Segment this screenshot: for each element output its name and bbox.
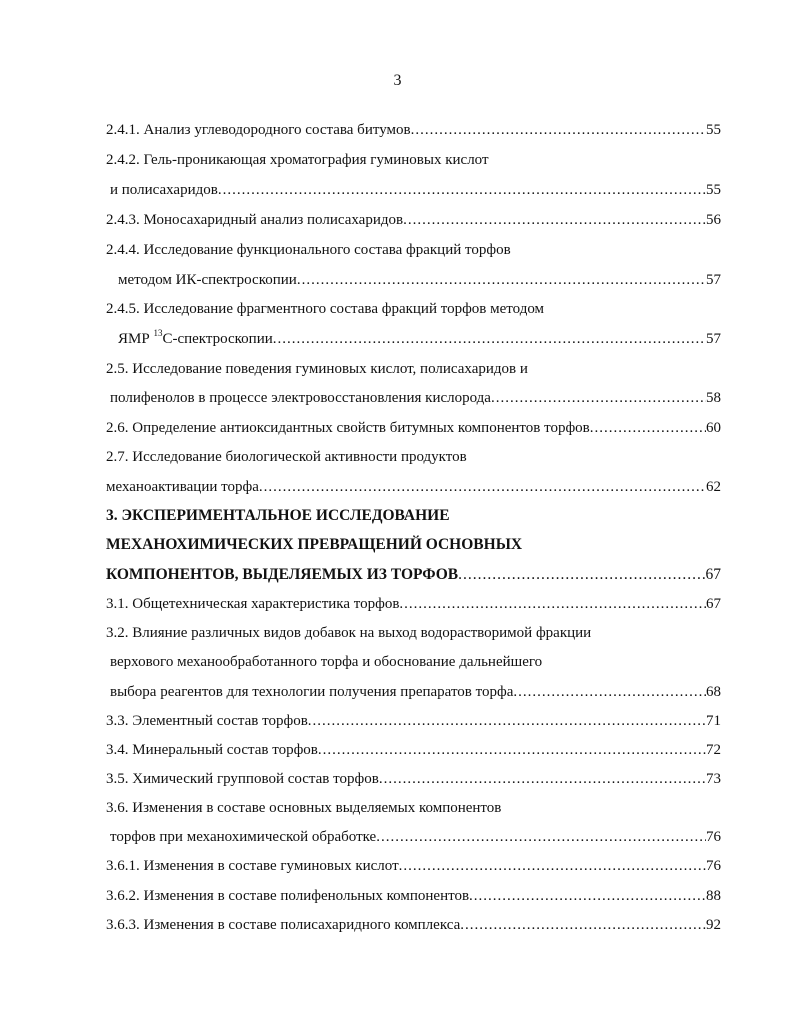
toc-entry-3-6-cont: торфов при механохимической обработке ..... 76 [110,826,721,848]
toc-entry-3-6-3: 3.6.3. Изменения в составе полисахаридного комплекса ..... 92 [106,914,721,936]
toc-entry-2-4-2-title: 2.4.2. Гель-проникающая хроматография гуминовых кислот [106,152,489,168]
toc-entry-2-4-4-cont: методом ИК-спектроскопии ..... 57 [118,269,721,291]
toc-entry-3-4: 3.4. Минеральный состав торфов ..... 72 [106,739,721,761]
toc-entry-3-1: 3.1. Общетехническая характеристика торфов ..... 67 [106,593,721,615]
toc-entry-2-4-1: 2.4.1. Анализ углеводородного состава битумов ..... 55 [106,119,721,141]
toc-chapter-3-line-3: КОМПОНЕНТОВ, ВЫДЕЛЯЕМЫХ ИЗ ТОРФОВ ..... 67 [106,564,721,586]
toc-entry-3-6-title: 3.6. Изменения в составе основных выделяемых компонентов [106,800,502,816]
toc-entry-2-4-5-cont: ЯМР $^{13}$С-спектроскопии ..... 57 [118,328,721,350]
toc-entry-2-6: 2.6. Определение антиоксидантных свойств битумных компонентов торфов ..... 60 [106,417,721,439]
toc-entry-2-4-5-title: 2.4.5. Исследование фрагментного состава фракций торфов методом [106,301,545,317]
toc-entry-2-4-4-title: 2.4.4. Исследование функционального состава фракций торфов [106,242,511,258]
toc-entry-2-5-cont: полифенолов в процессе электровосстановления кислорода ..... 58 [110,387,721,409]
toc-entry-2-4-3: 2.4.3. Моносахаридный анализ полисахаридов ..... 56 [106,209,721,231]
toc-entry-2-7-cont: механоактивации торфа ..... 62 [106,476,721,498]
toc-entry-3-5: 3.5. Химический групповой состав торфов ..... 73 [106,768,721,790]
toc-entry-3-6-1: 3.6.1. Изменения в составе гуминовых кислот ..... 76 [106,855,721,877]
toc-entry-2-5-title: 2.5. Исследование поведения гуминовых кислот, полисахаридов и [106,361,528,377]
toc-chapter-3-line-1: 3. ЭКСПЕРИМЕНТАЛЬНОЕ ИССЛЕДОВАНИЕ [106,507,450,524]
toc-entry-3-3: 3.3. Элементный состав торфов ..... 71 [106,710,721,732]
toc-entry-2-4-2-cont: и полисахаридов ..... 55 [110,179,721,201]
toc-entry-3-2-cont-1: верхового механообработанного торфа и обоснование дальнейшего [110,654,543,670]
toc-entry-3-2-cont-2: выбора реагентов для технологии получения препаратов торфа ..... 68 [110,681,721,703]
toc-entry-3-2-title: 3.2. Влияние различных видов добавок на выход водорастворимой фракции [106,625,592,641]
toc-chapter-3-line-2: МЕХАНОХИМИЧЕСКИХ ПРЕВРАЩЕНИЙ ОСНОВНЫХ [106,536,523,553]
page-number: 3 [393,72,402,89]
toc-entry-3-6-2: 3.6.2. Изменения в составе полифенольных компонентов ..... 88 [106,885,721,907]
toc-entry-2-7-title: 2.7. Исследование биологической активности продуктов [106,449,467,465]
